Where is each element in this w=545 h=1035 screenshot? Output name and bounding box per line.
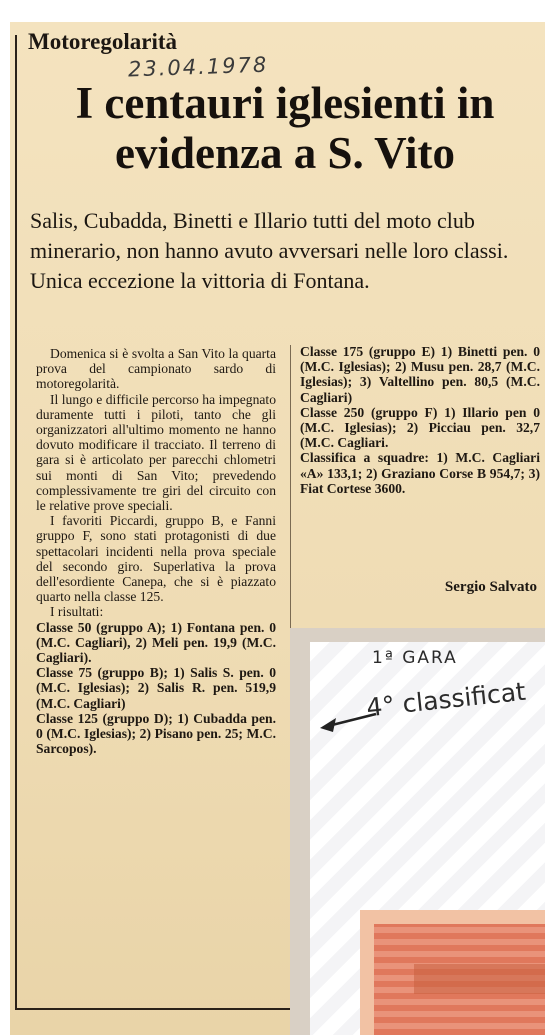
right-column: [300, 344, 540, 496]
result-entry: Classifica a squadre: 1) M.C. Cagliari «A» 133,1; 2) Graziano Corse B 954,7; 3) Fiat Cortese 3600.: [300, 450, 540, 496]
section-kicker: Motoregolarità: [28, 29, 178, 54]
arrow-left-icon: [318, 708, 378, 738]
result-entry: Classe 75 (gruppo B); 1) Salis S. pen. 0 (M.C. Iglesias); 2) Salis R. pen. 519,9 (M.C. Cagliari): [36, 665, 276, 711]
photo-corner: [360, 910, 545, 1035]
subheadline: Salis, Cubadda, Binetti e Illario tutti del moto club minerario, non hanno avuto avversari nelle loro classi. Unica eccezione la vittoria di Fontana.: [30, 208, 509, 293]
result-entry: Classe 125 (gruppo D); 1) Cubadda pen. 0 (M.C. Iglesias); 2) Pisano pen. 25; M.C. Sarcopos).: [36, 710, 276, 757]
handwritten-note-placing: 4° classificat: [364, 676, 528, 723]
paragraph: I favoriti Piccardi, gruppo B, e Fanni gruppo F, sono stati protagonisti di due spettacolari incidenti nella prova speciale del secondo giro. Superlativa la prova dell'esordiente Canepa, che si è piazzato quarto nella classe 125.: [36, 513, 276, 605]
bottom-rule: [15, 1008, 295, 1010]
column-divider: [290, 345, 291, 630]
paragraph: Domenica si è svolta a San Vito la quarta prova del campionato sardo di motoregolarità.: [36, 346, 276, 392]
byline: Sergio Salvato: [444, 579, 537, 595]
result-entry: Classe 50 (gruppo A); 1) Fontana pen. 0 (M.C. Cagliari), 2) Meli pen. 19,9 (M.C. Cagliari).: [36, 619, 276, 666]
results-intro: I risultati:: [50, 604, 104, 620]
left-column: [36, 346, 276, 756]
headline: I centauri iglesienti in evidenza a S. Vito: [75, 78, 495, 178]
handwritten-note-race: 1ª GARA: [372, 648, 458, 668]
photo-detail: [414, 964, 545, 994]
column-rule: [15, 35, 17, 1010]
photo-image: [374, 924, 545, 1035]
handwritten-date: 23.04.1978: [127, 52, 269, 82]
result-entry: Classe 250 (gruppo F) 1) Illario pen 0 (M.C. Iglesias); 2) Picciau pen. 32,7 (M.C. Cagliari.: [300, 404, 540, 451]
result-entry: Classe 175 (gruppo E) 1) Binetti pen. 0 (M.C. Iglesias); 2) Musu pen. 28,7 (M.C. Iglesias); 3) Valtellino pen. 80,5 (M.C. Cagliari): [300, 344, 540, 405]
paragraph: Il lungo e difficile percorso ha impegnato duramente tutti i piloti, tanto che gli organizzatori all'ultimo momento ne hanno dovuto modificare il tracciato. Il terreno di gara si è articolato per parecchi chlometri sui monti di San Vito; prevedendo complessivamente tre giri del circuito con le relative prove speciali.: [36, 391, 276, 514]
